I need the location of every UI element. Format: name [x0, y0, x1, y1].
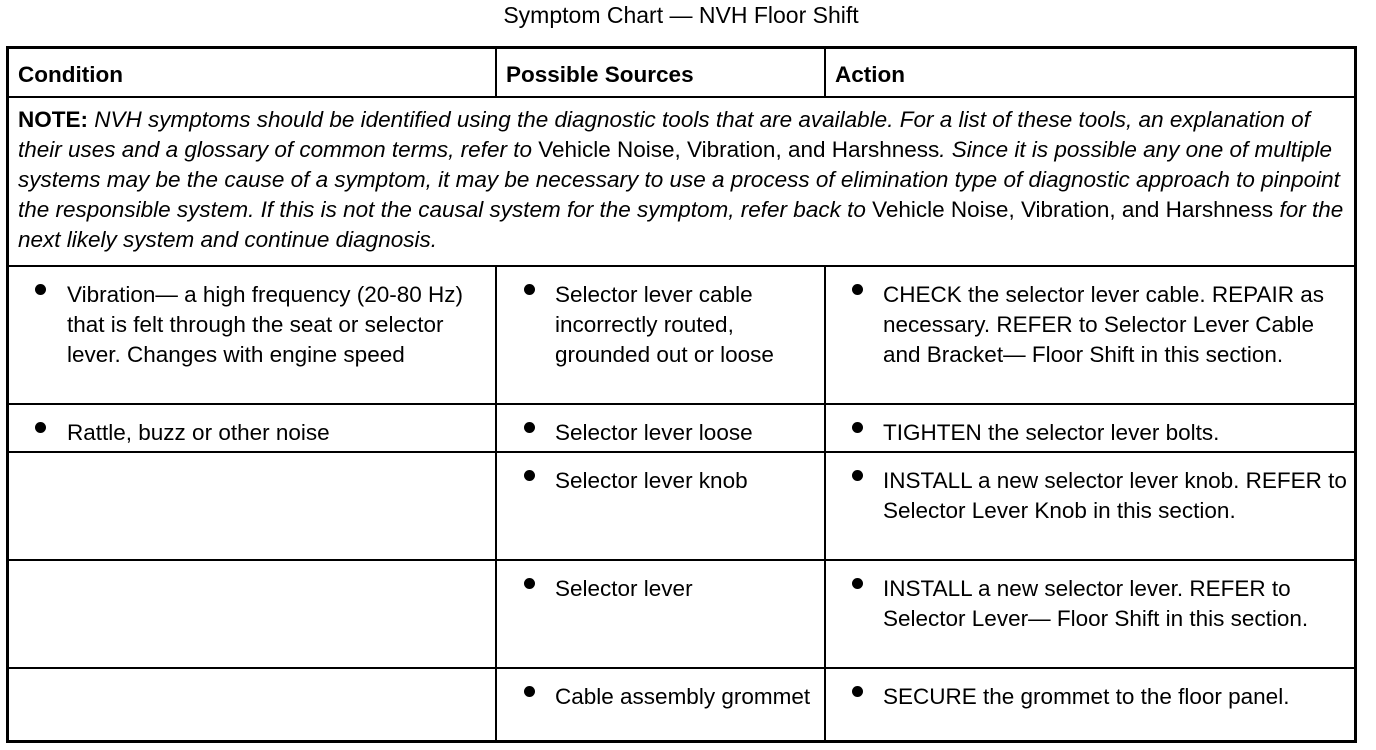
action-text: INSTALL a new selector lever. REFER to Selector Lever— Floor Shift in this section. [883, 576, 1309, 631]
source-cell [495, 267, 824, 403]
condition-cell [9, 561, 495, 667]
table-row [9, 453, 1354, 561]
condition-text: Vibration— a high frequency (20-80 Hz) that is felt through the seat or selector lever. Changes with engine speed [67, 282, 464, 367]
source-text: Cable assembly grommet [555, 684, 811, 709]
note-reference-link-2: Vehicle Noise, Vibration, and Harshness [872, 197, 1274, 222]
action-text: CHECK the selector lever cable. REPAIR as necessary. REFER to Selector Lever Cable and Bracket— Floor Shift in this section. [883, 282, 1325, 367]
bullet-icon [35, 422, 46, 433]
condition-cell [9, 267, 495, 403]
column-header-action: Action [824, 49, 1354, 96]
source-cell [495, 453, 824, 559]
note-reference-link-1: Vehicle Noise, Vibration, and Harshness [538, 137, 940, 162]
source-cell [495, 669, 824, 740]
action-cell [824, 405, 1354, 451]
bullet-icon [35, 284, 46, 295]
bullet-icon [852, 422, 863, 433]
bullet-icon [852, 470, 863, 481]
bullet-icon [852, 578, 863, 589]
condition-cell [9, 405, 495, 451]
bullet-icon [524, 578, 535, 589]
table-row [9, 267, 1354, 405]
condition-cell [9, 669, 495, 740]
table-row [9, 561, 1354, 669]
table-row [9, 405, 1354, 453]
source-text: Selector lever knob [555, 468, 748, 493]
source-text: Selector lever loose [555, 420, 753, 445]
bullet-icon [524, 470, 535, 481]
chart-title: Symptom Chart — NVH Floor Shift [503, 2, 859, 28]
action-text: INSTALL a new selector lever knob. REFER to Selector Lever Knob in this section. [883, 468, 1347, 523]
bullet-icon [852, 284, 863, 295]
symptom-chart-table [6, 46, 1357, 743]
source-text: Selector lever cable incorrectly routed, grounded out or loose [555, 282, 774, 367]
note-lead: NOTE: [18, 107, 88, 132]
condition-cell [9, 453, 495, 559]
action-text: SECURE the grommet to the floor panel. [883, 684, 1290, 709]
bullet-icon [524, 284, 535, 295]
action-text: TIGHTEN the selector lever bolts. [883, 420, 1220, 445]
action-cell [824, 669, 1354, 740]
bullet-icon [524, 686, 535, 697]
table-row [9, 669, 1354, 740]
action-cell [824, 561, 1354, 667]
note-text-part-1: NVH symptoms should be identified using the diagnostic tools that are available. For a list of these tools, an explanation of their uses and a glossary of common terms, refer to [18, 107, 1310, 162]
note-text-part-2: . Since it is possible any one of multiple systems may be the cause of a symptom, it may be necessary to use a process of elimination type of diagnostic approach to pinpoint the responsible system. If this is not the causal system for the symptom, refer back to [18, 137, 1340, 222]
column-header-condition: Condition [18, 62, 123, 87]
action-cell [824, 453, 1354, 559]
header-row [9, 49, 1354, 98]
condition-text: Rattle, buzz or other noise [67, 420, 330, 445]
column-header-possible-sources: Possible Sources [495, 49, 824, 96]
source-cell [495, 405, 824, 451]
note-text-part-3: for the next likely system and continue diagnosis. [18, 197, 1344, 252]
source-cell [495, 561, 824, 667]
action-cell [824, 267, 1354, 403]
bullet-icon [524, 422, 535, 433]
bullet-icon [852, 686, 863, 697]
note-text [18, 105, 1344, 255]
note-row [9, 98, 1354, 267]
source-text: Selector lever [555, 576, 693, 601]
